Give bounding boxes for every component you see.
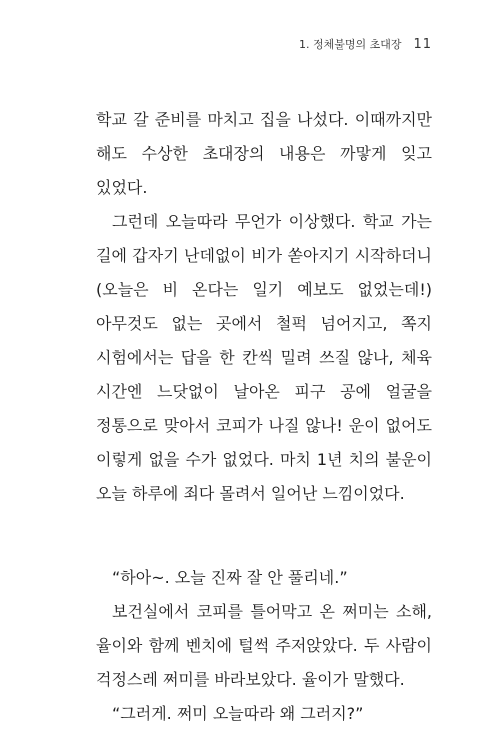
dialogue-line: “그러게. 쩌미 오늘따라 왜 그러지?” [112,704,364,723]
chapter-title: 1. 정체불명의 초대장 [298,38,402,51]
page-number: 11 [413,37,432,52]
paragraph: 보건실에서 코피를 틀어막고 온 쩌미는 소해, 율이와 함께 벤치에 털썩 주저앉았다. 두 사람이 걱정스레 쩌미를 바라보았다. 율이가 말했다. [96,602,432,689]
paragraph: 학교 갈 준비를 마치고 집을 나섰다. 이때까지만 해도 수상한 초대장의 내용은 까맣게 잊고 있었다. [96,110,432,197]
body-text [96,103,432,731]
section-break [96,511,432,561]
running-header [299,36,432,52]
dialogue-line: “하아~. 오늘 진짜 잘 안 풀리네.” [112,568,348,587]
paragraph: 그런데 오늘따라 무언가 이상했다. 학교 가는 길에 갑자기 난데없이 비가 쏟아지기 시작하더니 (오늘은 비 온다는 일기 예보도 없었는데!) 아무것도 없는 곳에서 철퍽 넘어지고, 쪽지 시험에서는 답을 한 칸씩 밀려 쓰질 않나, 체육 시간엔 느닷없이 날아온 피구 공에 얼굴을 정통으로 맞아서 코피가 나질 않나! 운이 없어도 이렇게 없을 수가 없었다. 마치 1년 치의 불운이 오늘 하루에 죄다 몰려서 일어난 느낌이었다. [96,212,432,503]
